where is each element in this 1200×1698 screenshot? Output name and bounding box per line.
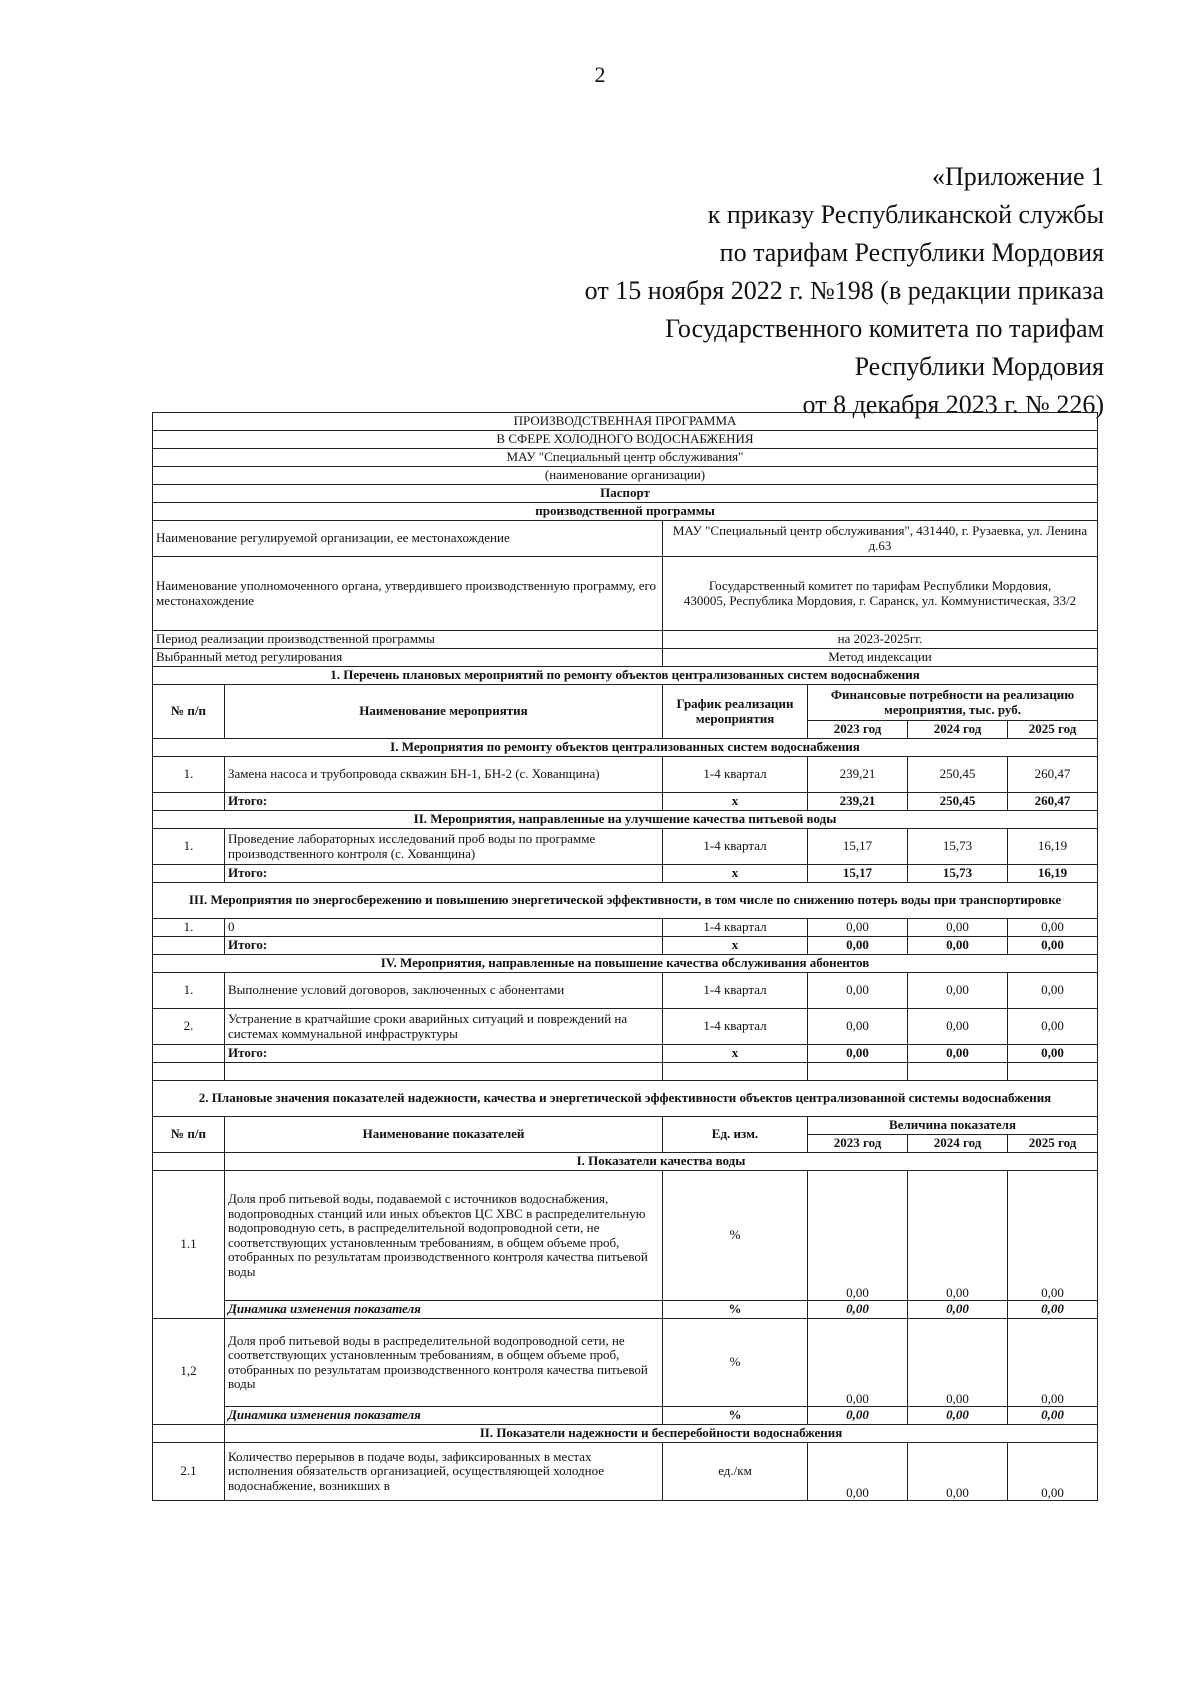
total-schedule: х [663,793,808,811]
row-value: 239,21 [808,757,908,793]
total-row [153,1045,1098,1063]
row-value: 15,17 [808,829,908,865]
year-header: 2023 год [808,1135,908,1153]
group-title: IV. Мероприятия, направленные на повышение качества обслуживания абонентов [153,955,1098,973]
org-label: Наименование регулируемой организации, ее местонахождение [153,521,663,557]
indicator-unit: % [663,1171,808,1301]
indicator-row [153,1443,1098,1501]
row-schedule: 1-4 квартал [663,829,808,865]
table-row [153,829,1098,865]
method-label: Выбранный метод регулирования [153,649,663,667]
row-schedule: 1-4 квартал [663,1009,808,1045]
total-row [153,865,1098,883]
col-value-header: Величина показателя [808,1117,1098,1135]
section1-title: 1. Перечень плановых мероприятий по ремонту объектов централизованных систем водоснабжения [153,667,1098,685]
row-value: 0,00 [1008,973,1098,1009]
col-schedule-header: График реализации мероприятия [663,685,808,739]
indicator-value: 0,00 [908,1443,1008,1501]
year-header: 2024 год [908,1135,1008,1153]
indicator-name: Доля проб питьевой воды, подаваемой с источников водоснабжения, водопроводных станций или иных объектов ЦС ХВС в распределительную водопроводную сеть, в распределительной водопроводной сети, не соответствующих установленным требованиям, в общем объеме проб, отобранных по результатам производственного контроля качества питьевой воды [225,1171,663,1301]
appendix-line: Государственного комитета по тарифам [665,314,1104,343]
col-name-header: Наименование мероприятия [225,685,663,739]
organization-caption: (наименование организации) [153,467,1098,485]
table-row [153,1009,1098,1045]
row-num: 2. [153,1009,225,1045]
total-schedule: х [663,1045,808,1063]
row-value: 0,00 [908,973,1008,1009]
row-value: 0,00 [1008,1009,1098,1045]
year-header: 2024 год [908,721,1008,739]
group-title: III. Мероприятия по энергосбережению и повышению энергетической эффективности, в том числе по снижению потерь воды при транспортировке [153,883,1098,919]
row-value: 0,00 [808,1009,908,1045]
indicator-value: 0,00 [808,1443,908,1501]
row-value: 0,00 [1008,919,1098,937]
dynamics-value: 0,00 [808,1407,908,1425]
total-row [153,793,1098,811]
total-value: 260,47 [1008,793,1098,811]
row-value: 0,00 [908,919,1008,937]
total-value: 16,19 [1008,865,1098,883]
total-label: Итого: [225,793,663,811]
appendix-line: от 8 декабря 2023 г. № 226) [802,390,1104,419]
indicator-value: 0,00 [808,1171,908,1301]
total-label: Итого: [225,1045,663,1063]
dynamics-value: 0,00 [908,1301,1008,1319]
total-value: 0,00 [908,937,1008,955]
year-header: 2025 год [1008,721,1098,739]
total-value: 0,00 [908,1045,1008,1063]
row-num: 1. [153,919,225,937]
dynamics-value: 0,00 [1008,1301,1098,1319]
group-title: II. Мероприятия, направленные на улучшение качества питьевой воды [153,811,1098,829]
table-row [153,757,1098,793]
dynamics-unit: % [663,1301,808,1319]
organization-name: МАУ "Специальный центр обслуживания" [153,449,1098,467]
year-header: 2023 год [808,721,908,739]
table-row [153,973,1098,1009]
col-indicator-header: Наименование показателей [225,1117,663,1153]
appendix-line: Республики Мордовия [854,352,1104,381]
period-label: Период реализации производственной программы [153,631,663,649]
dynamics-value: 0,00 [908,1407,1008,1425]
passport-subtitle: производственной программы [153,503,1098,521]
period-value: на 2023-2025гг. [663,631,1098,649]
row-num: 1. [153,973,225,1009]
dynamics-label: Динамика изменения показателя [225,1301,663,1319]
total-value: 15,17 [808,865,908,883]
row-value: 0,00 [808,973,908,1009]
row-value: 16,19 [1008,829,1098,865]
indicator-num: 1.1 [153,1171,225,1319]
row-name: Проведение лабораторных исследований проб воды по программе производственного контроля (с. Хованщина) [225,829,663,865]
appendix-caption [585,158,1104,424]
program-title: ПРОИЗВОДСТВЕННАЯ ПРОГРАММА [153,413,1098,431]
row-value: 250,45 [908,757,1008,793]
total-value: 0,00 [1008,1045,1098,1063]
appendix-line: от 15 ноября 2022 г. №198 (в редакции приказа [584,276,1104,305]
dynamics-label: Динамика изменения показателя [225,1407,663,1425]
appendix-line: по тарифам Республики Мордовия [719,238,1104,267]
indicator-unit: % [663,1319,808,1407]
row-num: 1. [153,757,225,793]
passport-title: Паспорт [153,485,1098,503]
dynamics-value: 0,00 [1008,1407,1098,1425]
page-number: 2 [594,62,606,87]
total-value: 0,00 [808,1045,908,1063]
total-value: 250,45 [908,793,1008,811]
row-value: 15,73 [908,829,1008,865]
method-value: Метод индексации [663,649,1098,667]
indicator-value: 0,00 [1008,1443,1098,1501]
row-value: 0,00 [808,919,908,937]
row-name: 0 [225,919,663,937]
org-value: МАУ "Специальный центр обслуживания", 431440, г. Рузаевка, ул. Ленина д.63 [663,521,1098,557]
col-unit-header: Ед. изм. [663,1117,808,1153]
group-title: II. Показатели надежности и бесперебойности водоснабжения [225,1425,1098,1443]
empty-row [153,1063,1098,1081]
authority-label: Наименование уполномоченного органа, утвердившего производственную программу, его местонахождение [153,557,663,631]
indicator-row [153,1171,1098,1301]
total-label: Итого: [225,937,663,955]
total-schedule: х [663,937,808,955]
indicator-unit: ед./км [663,1443,808,1501]
row-value: 260,47 [1008,757,1098,793]
row-schedule: 1-4 квартал [663,919,808,937]
dynamics-unit: % [663,1407,808,1425]
indicator-value: 0,00 [1008,1319,1098,1407]
authority-value-line: Государственный комитет по тарифам Республики Мордовия, [708,578,1052,593]
dynamics-value: 0,00 [808,1301,908,1319]
indicator-value: 0,00 [808,1319,908,1407]
table-row [153,919,1098,937]
total-value: 15,73 [908,865,1008,883]
total-schedule: х [663,865,808,883]
indicator-value: 0,00 [1008,1171,1098,1301]
col-num-header: № п/п [153,1117,225,1153]
row-name: Выполнение условий договоров, заключенных с абонентами [225,973,663,1009]
total-row [153,937,1098,955]
row-name: Замена насоса и трубопровода скважин БН-1, БН-2 (с. Хованщина) [225,757,663,793]
col-num-header: № п/п [153,685,225,739]
authority-value [663,557,1098,631]
row-num: 1. [153,829,225,865]
dynamics-row [153,1301,1098,1319]
program-subtitle: В СФЕРЕ ХОЛОДНОГО ВОДОСНАБЖЕНИЯ [153,431,1098,449]
total-value: 0,00 [1008,937,1098,955]
col-finance-header: Финансовые потребности на реализацию мероприятия, тыс. руб. [808,685,1098,721]
indicator-num: 1,2 [153,1319,225,1425]
appendix-line: «Приложение 1 [931,162,1104,191]
indicator-value: 0,00 [908,1319,1008,1407]
group-title: I. Показатели качества воды [225,1153,1098,1171]
dynamics-row [153,1407,1098,1425]
total-value: 0,00 [808,937,908,955]
section2-title: 2. Плановые значения показателей надежности, качества и энергетической эффективности объектов централизованной системы водоснабжения [153,1081,1098,1117]
indicator-name: Доля проб питьевой воды в распределительной водопроводной сети, не соответствующих установленным требованиям, в общем объеме проб, отобранных по результатам производственного контроля качества питьевой воды [225,1319,663,1407]
group-title: I. Мероприятия по ремонту объектов централизованных систем водоснабжения [153,739,1098,757]
total-value: 239,21 [808,793,908,811]
row-name: Устранение в кратчайшие сроки аварийных ситуаций и повреждений на системах коммунальной инфраструктуры [225,1009,663,1045]
production-program-table [152,412,1098,1501]
indicator-name: Количество перерывов в подаче воды, зафиксированных в местах исполнения обязательств организацией, осуществляющей холодное водоснабжение, возникших в [225,1443,663,1501]
appendix-line: к приказу Республиканской службы [707,200,1104,229]
row-schedule: 1-4 квартал [663,973,808,1009]
row-schedule: 1-4 квартал [663,757,808,793]
total-label: Итого: [225,865,663,883]
indicator-row [153,1319,1098,1407]
indicator-num: 2.1 [153,1443,225,1501]
year-header: 2025 год [1008,1135,1098,1153]
row-value: 0,00 [908,1009,1008,1045]
indicator-value: 0,00 [908,1171,1008,1301]
authority-value-line: 430005, Республика Мордовия, г. Саранск, ул. Коммунистическая, 33/2 [683,592,1077,608]
